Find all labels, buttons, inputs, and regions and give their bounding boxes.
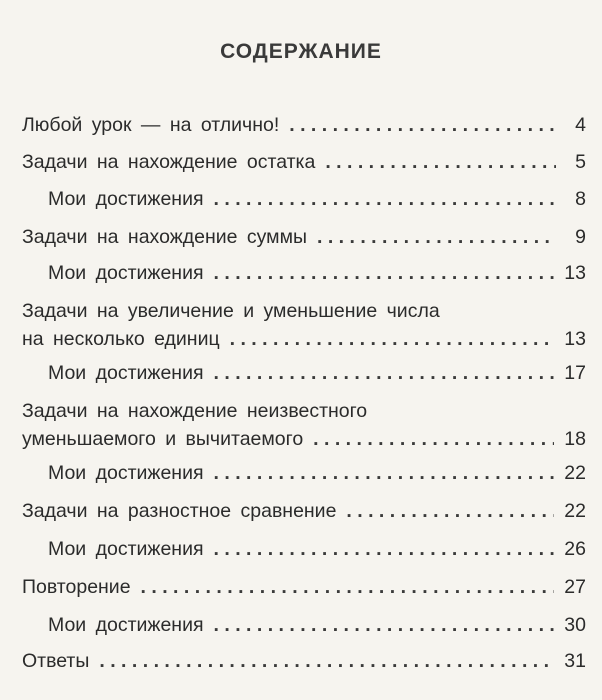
toc-entry[interactable]: [0, 574, 602, 602]
page-number: 22: [564, 462, 586, 484]
dot-leader: [325, 149, 556, 175]
page-number: 13: [564, 262, 586, 284]
dot-leader: [214, 260, 555, 286]
toc-entry-label-line: Задачи на увеличение и уменьшение числа: [22, 300, 440, 322]
toc-subentry[interactable]: [0, 186, 602, 214]
toc-entry-label: Ответы: [22, 650, 90, 672]
toc-subentry[interactable]: [0, 360, 602, 388]
page-number: 5: [575, 151, 586, 173]
toc-subentry[interactable]: [0, 260, 602, 288]
toc-entry-label: Задачи на нахождение остатка: [22, 151, 316, 173]
page-number: 9: [575, 226, 586, 248]
toc-entry[interactable]: [0, 298, 602, 354]
toc-entry[interactable]: [0, 112, 602, 140]
page-number: 18: [564, 428, 586, 450]
dot-leader: [214, 612, 555, 638]
page-number: 31: [564, 650, 586, 672]
toc-entry-label-line: Задачи на нахождение неизвестного: [22, 400, 368, 422]
page-number: 17: [564, 362, 586, 384]
toc-entry-label: Мои достижения: [48, 188, 204, 210]
page-number: 13: [564, 328, 586, 350]
toc-entry[interactable]: [0, 398, 602, 454]
dot-leader: [313, 426, 554, 452]
dot-leader: [214, 460, 555, 486]
dot-leader: [289, 112, 556, 138]
toc-entry[interactable]: [0, 224, 602, 252]
toc-entry-label: Мои достижения: [48, 538, 204, 560]
page-number: 26: [564, 538, 586, 560]
toc-entry-label: Мои достижения: [48, 262, 204, 284]
page-number: 8: [575, 188, 586, 210]
toc-subentry[interactable]: [0, 460, 602, 488]
toc-entry-label: уменьшаемого и вычитаемого: [22, 428, 304, 450]
toc-entry-label: Задачи на разностное сравнение: [22, 500, 337, 522]
toc-entry-label: Мои достижения: [48, 362, 204, 384]
dot-leader: [214, 360, 555, 386]
toc-entry[interactable]: [0, 149, 602, 177]
dot-leader: [99, 648, 554, 674]
dot-leader: [317, 224, 556, 250]
page-number: 27: [564, 576, 586, 598]
toc-entry-label: Любой урок — на отлично!: [22, 114, 280, 136]
dot-leader: [346, 498, 554, 524]
toc-subentry[interactable]: [0, 612, 602, 640]
page-number: 22: [564, 500, 586, 522]
dot-leader: [141, 574, 555, 600]
toc-entry[interactable]: [0, 498, 602, 526]
toc-entry-label: на несколько единиц: [22, 328, 220, 350]
page-number: 4: [575, 114, 586, 136]
toc-entry-label: Задачи на нахождение суммы: [22, 226, 307, 248]
toc-entry-label: Мои достижения: [48, 614, 204, 636]
dot-leader: [214, 186, 556, 212]
toc-subentry[interactable]: [0, 536, 602, 564]
dot-leader: [230, 326, 555, 352]
toc-entry[interactable]: [0, 648, 602, 676]
toc-entry-label: Повторение: [22, 576, 131, 598]
dot-leader: [214, 536, 555, 562]
contents-heading: СОДЕРЖАНИЕ: [220, 40, 382, 63]
page-number: 30: [564, 614, 586, 636]
toc-entry-label: Мои достижения: [48, 462, 204, 484]
